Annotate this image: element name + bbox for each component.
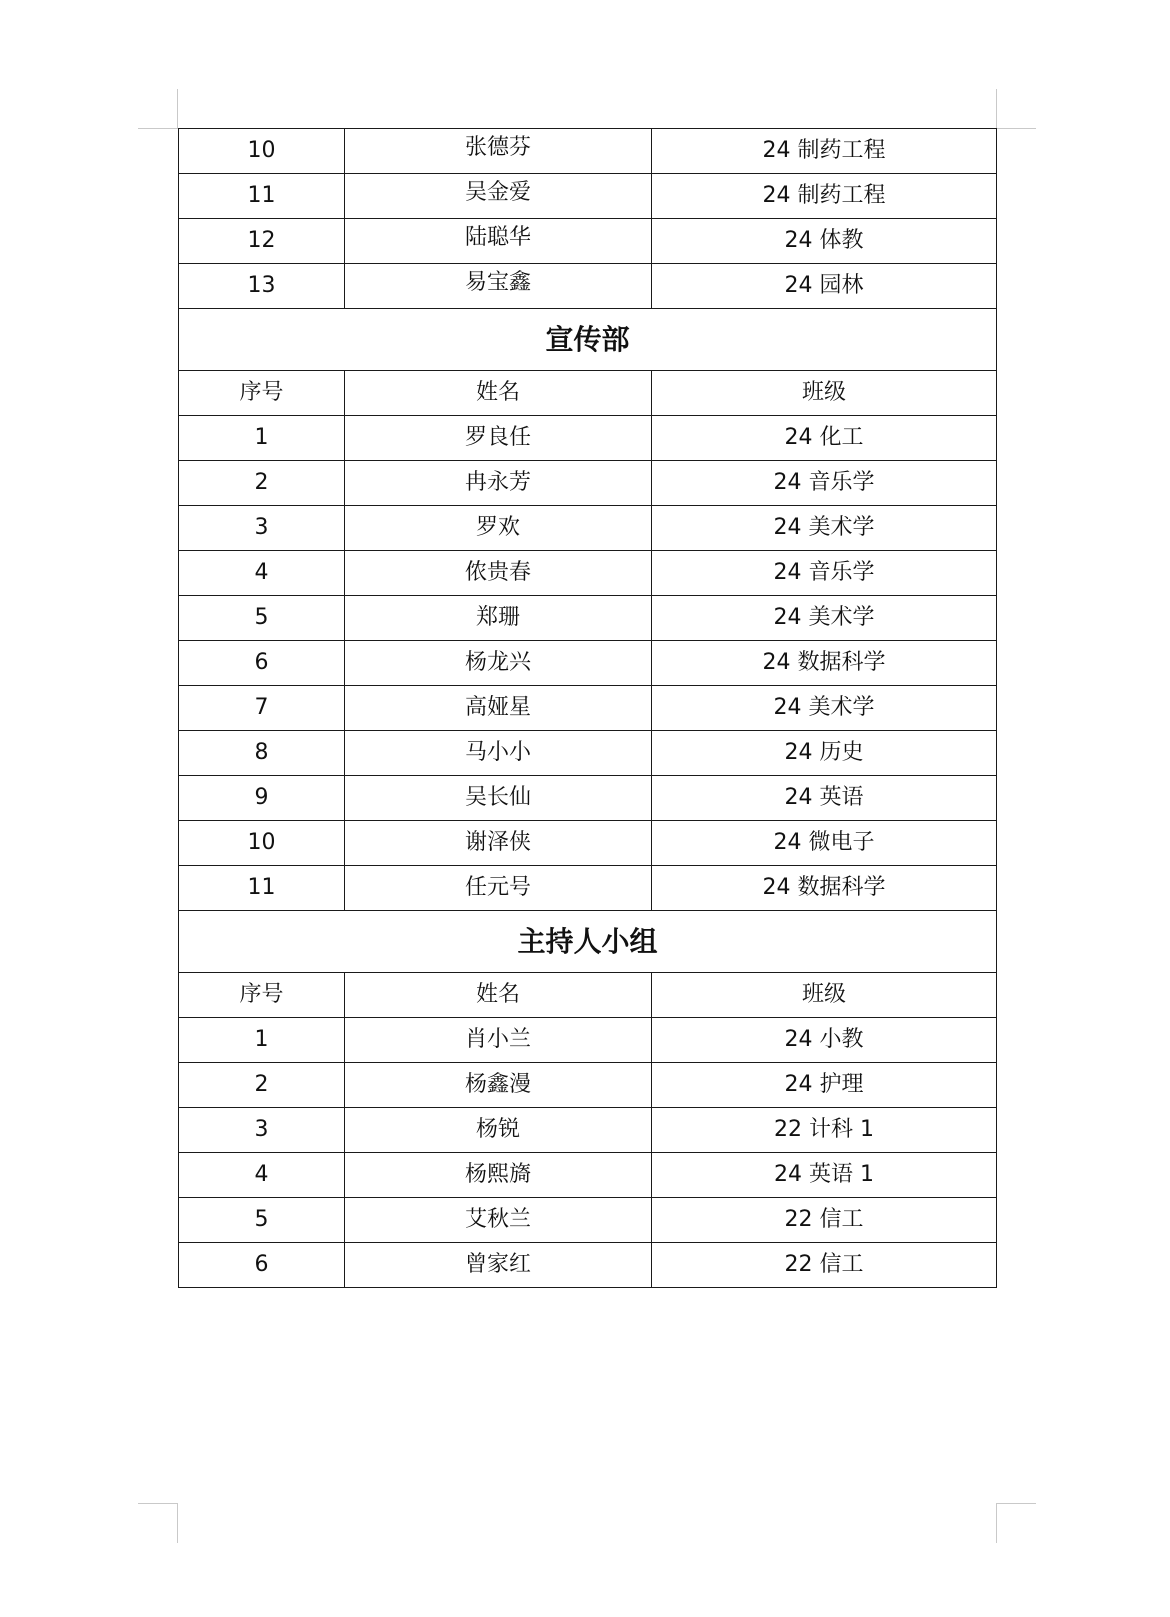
index-cell: 5	[179, 1198, 345, 1243]
header-row	[179, 371, 997, 416]
table-row	[179, 821, 997, 866]
roster-body	[179, 129, 997, 1288]
name-cell: 任元号	[345, 866, 652, 911]
index-cell: 10	[179, 821, 345, 866]
column-header-index: 序号	[179, 973, 345, 1018]
class-cell: 24 制药工程	[652, 174, 997, 219]
name-cell: 杨鑫漫	[345, 1063, 652, 1108]
class-cell: 24 数据科学	[652, 866, 997, 911]
class-cell: 24 制药工程	[652, 129, 997, 174]
section-title-row	[179, 911, 997, 973]
name-cell: 肖小兰	[345, 1018, 652, 1063]
table-row	[179, 641, 997, 686]
class-cell: 24 音乐学	[652, 551, 997, 596]
table-row	[179, 551, 997, 596]
index-cell: 1	[179, 1018, 345, 1063]
index-cell: 10	[179, 129, 345, 174]
class-cell: 24 英语	[652, 776, 997, 821]
index-cell: 1	[179, 416, 345, 461]
index-cell: 2	[179, 1063, 345, 1108]
name-cell: 高娅星	[345, 686, 652, 731]
class-cell: 24 美术学	[652, 596, 997, 641]
table-row	[179, 219, 997, 264]
table-row	[179, 596, 997, 641]
table-row	[179, 1063, 997, 1108]
class-cell: 24 小教	[652, 1018, 997, 1063]
index-cell: 12	[179, 219, 345, 264]
class-cell: 24 化工	[652, 416, 997, 461]
name-cell: 曾家红	[345, 1243, 652, 1288]
table-row	[179, 1153, 997, 1198]
column-header-name: 姓名	[345, 371, 652, 416]
index-cell: 3	[179, 506, 345, 551]
class-cell: 24 美术学	[652, 506, 997, 551]
crop-mark-top-left-horizontal	[138, 128, 178, 129]
column-header-class: 班级	[652, 973, 997, 1018]
class-cell: 24 美术学	[652, 686, 997, 731]
name-cell: 杨熙旖	[345, 1153, 652, 1198]
class-cell: 22 信工	[652, 1198, 997, 1243]
index-cell: 6	[179, 1243, 345, 1288]
table-row	[179, 461, 997, 506]
section-title-row	[179, 309, 997, 371]
crop-mark-bottom-right-horizontal	[996, 1503, 1036, 1504]
name-cell	[345, 129, 652, 174]
column-header-class: 班级	[652, 371, 997, 416]
table-row	[179, 1108, 997, 1153]
crop-mark-top-right-horizontal	[996, 128, 1036, 129]
table-row	[179, 416, 997, 461]
table-row	[179, 129, 997, 174]
table-row	[179, 686, 997, 731]
name-cell: 杨龙兴	[345, 641, 652, 686]
class-cell: 24 历史	[652, 731, 997, 776]
name-cell: 艾秋兰	[345, 1198, 652, 1243]
table-row	[179, 1198, 997, 1243]
index-cell: 2	[179, 461, 345, 506]
index-cell: 9	[179, 776, 345, 821]
name-text: 陆聪华	[464, 225, 531, 250]
table-row	[179, 264, 997, 309]
index-cell: 4	[179, 551, 345, 596]
crop-mark-bottom-left-vertical	[177, 1503, 178, 1543]
index-cell: 11	[179, 174, 345, 219]
name-cell: 郑珊	[345, 596, 652, 641]
index-cell: 8	[179, 731, 345, 776]
class-cell: 24 数据科学	[652, 641, 997, 686]
name-cell	[345, 264, 652, 309]
index-cell: 3	[179, 1108, 345, 1153]
class-cell: 24 护理	[652, 1063, 997, 1108]
name-cell: 冉永芳	[345, 461, 652, 506]
class-cell: 24 英语 1	[652, 1153, 997, 1198]
class-cell: 24 园林	[652, 264, 997, 309]
table-row	[179, 1243, 997, 1288]
index-cell: 11	[179, 866, 345, 911]
header-row	[179, 973, 997, 1018]
name-cell: 谢泽侠	[345, 821, 652, 866]
name-cell: 罗欢	[345, 506, 652, 551]
table-row	[179, 1018, 997, 1063]
index-cell: 13	[179, 264, 345, 309]
table-row	[179, 866, 997, 911]
index-cell: 4	[179, 1153, 345, 1198]
section-title-publicity: 宣传部	[179, 309, 997, 371]
name-cell: 罗良任	[345, 416, 652, 461]
table-row	[179, 174, 997, 219]
crop-mark-bottom-left-horizontal	[138, 1503, 178, 1504]
index-cell: 6	[179, 641, 345, 686]
name-cell: 杨锐	[345, 1108, 652, 1153]
name-cell: 马小小	[345, 731, 652, 776]
class-cell: 22 信工	[652, 1243, 997, 1288]
column-header-index: 序号	[179, 371, 345, 416]
name-text: 吴金爱	[464, 180, 531, 205]
class-cell: 24 体教	[652, 219, 997, 264]
name-cell: 吴长仙	[345, 776, 652, 821]
name-text: 张德芬	[464, 135, 531, 160]
crop-mark-top-left-vertical	[177, 89, 178, 129]
table-row	[179, 506, 997, 551]
class-cell: 24 微电子	[652, 821, 997, 866]
class-cell: 22 计科 1	[652, 1108, 997, 1153]
column-header-name: 姓名	[345, 973, 652, 1018]
section-title-hosts: 主持人小组	[179, 911, 997, 973]
name-text: 易宝鑫	[464, 270, 531, 295]
index-cell: 5	[179, 596, 345, 641]
crop-mark-top-right-vertical	[996, 89, 997, 129]
name-cell: 侬贵春	[345, 551, 652, 596]
class-cell: 24 音乐学	[652, 461, 997, 506]
table-row	[179, 776, 997, 821]
table-row	[179, 731, 997, 776]
index-cell: 7	[179, 686, 345, 731]
crop-mark-bottom-right-vertical	[996, 1503, 997, 1543]
name-cell	[345, 174, 652, 219]
name-cell	[345, 219, 652, 264]
roster-table	[178, 128, 997, 1288]
